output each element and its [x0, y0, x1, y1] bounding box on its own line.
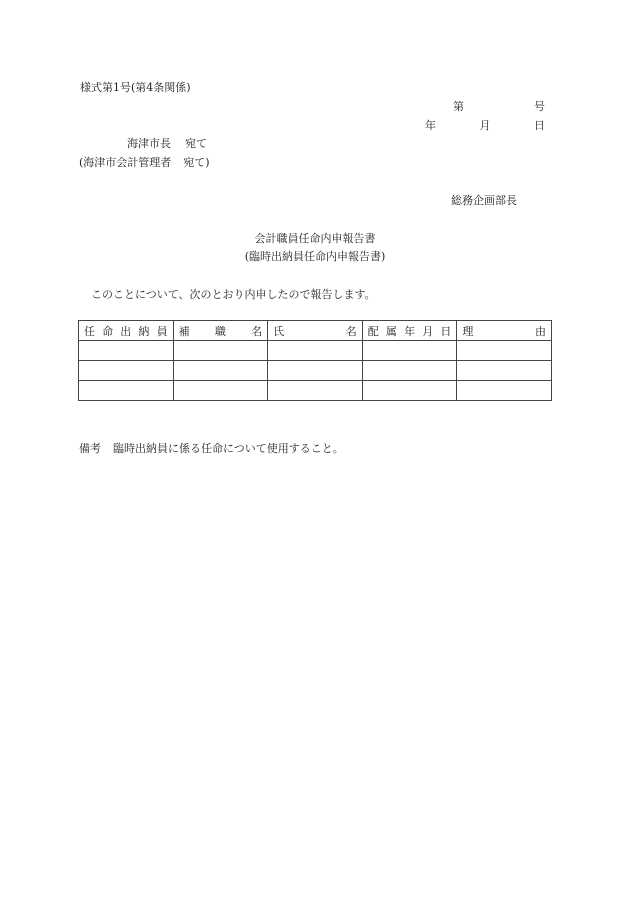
table-cell[interactable]	[173, 381, 268, 401]
remarks-label: 備考	[79, 442, 101, 455]
table-cell[interactable]	[173, 361, 268, 381]
date-month: 月	[479, 119, 491, 132]
column-header-post: 補 職 名	[173, 321, 268, 341]
table-cell[interactable]	[79, 361, 174, 381]
table-cell[interactable]	[79, 381, 174, 401]
reference-number	[425, 100, 545, 114]
sender-title: 総務企画部長	[451, 194, 517, 207]
number-prefix: 第	[453, 100, 464, 113]
number-suffix: 号	[534, 100, 545, 113]
date-day: 日	[534, 119, 545, 132]
table-cell[interactable]	[362, 361, 457, 381]
accountant-suffix: 宛て)	[183, 156, 210, 169]
table-cell[interactable]	[457, 381, 552, 401]
table-header-row	[79, 321, 552, 341]
column-header-assignment-date: 配 属 年 月 日	[362, 321, 457, 341]
table-cell[interactable]	[362, 341, 457, 361]
table-cell[interactable]	[362, 381, 457, 401]
table-cell[interactable]	[268, 361, 363, 381]
column-header-name: 氏 名	[268, 321, 363, 341]
reference-date	[425, 119, 545, 133]
remarks-note	[79, 442, 344, 456]
table-cell[interactable]	[457, 341, 552, 361]
mayor-suffix: 宛て	[185, 137, 207, 150]
table-cell[interactable]	[268, 381, 363, 401]
report-statement: このことについて、次のとおり内申したので報告します。	[91, 288, 376, 301]
table-cell[interactable]	[457, 361, 552, 381]
table-row	[79, 381, 552, 401]
table-cell[interactable]	[173, 341, 268, 361]
accountant-name: (海津市会計管理者	[79, 156, 172, 169]
addressee-mayor	[127, 137, 207, 151]
roster-table	[78, 320, 552, 401]
document-subtitle: (臨時出納員任命内申報告書)	[244, 250, 386, 263]
table-row	[79, 361, 552, 381]
remarks-text: 臨時出納員に係る任命について使用すること。	[113, 442, 344, 455]
addressee-accountant	[79, 156, 210, 170]
mayor-name: 海津市長	[127, 137, 171, 150]
form-number: 様式第1号(第4条関係)	[80, 81, 191, 94]
date-year: 年	[425, 119, 436, 132]
column-header-reason: 理 由	[457, 321, 552, 341]
column-header-treasurer: 任 命 出 納 員	[79, 321, 174, 341]
document-title: 会計職員任命内申報告書	[254, 232, 376, 245]
table-cell[interactable]	[268, 341, 363, 361]
table-cell[interactable]	[79, 341, 174, 361]
table-row	[79, 341, 552, 361]
